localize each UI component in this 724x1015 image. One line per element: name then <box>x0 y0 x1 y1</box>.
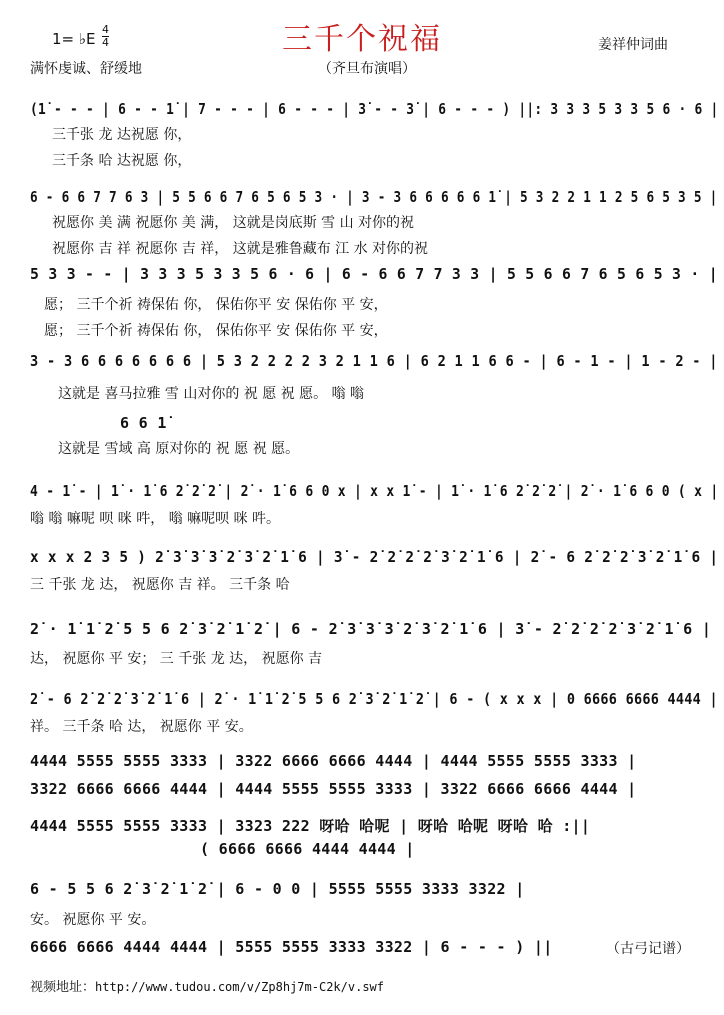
score-row-2-notes: 6 - 6 6 7 7 6 3 | 5 5 6 6 7 6 5 6 5 3 · | 3 - 3 6 6 6 6 6 1̇ | 5 3 2 2 1 1 2 5 6 5 3 5 | <box>30 188 718 206</box>
score-row-9-lyric-1: 祥。 三千条 哈 达， 祝愿你 平 安。 <box>30 719 253 735</box>
time-signature <box>102 24 109 49</box>
score-row-3-notes: 5 3 3 - - | 3 3 3 5 3 3 5 6 · 6 | 6 - 6 6 7 7 3 3 | 5 5 6 6 7 6 5 6 5 3 · | <box>30 265 718 283</box>
transcriber-credit: （古弓记谱） <box>606 941 690 957</box>
score-row-10-notes: 4444 5555 5555 3333 | 3322 6666 6666 4444 | 4444 5555 5555 3333 | <box>30 752 637 770</box>
score-row-3-lyric-1: 愿； 三千个祈 祷保佑 你， 保佑你平 安 保佑你 平 安， <box>44 297 388 313</box>
score-row-7-lyric-1: 三 千张 龙 达， 祝愿你 吉 祥。 三千条 哈 <box>30 577 290 593</box>
song-title: 三千个祝福 <box>282 22 442 57</box>
score-row-4-notes: 3 - 3 6 6 6 6 6 6 6 | 5 3 2 2 2 2 3 2 1 1 6 | 6 2 1 1 6 6 - | 6 - 1 - | 1 - 2 - | <box>30 352 718 370</box>
score-row-2-lyric-1: 祝愿你 美 满 祝愿你 美 满， 这就是岗底斯 雪 山 对你的祝 <box>52 215 415 231</box>
meter-bottom: 4 <box>102 36 109 49</box>
score-row-5-lyric-1: 这就是 雪域 高 原对你的 祝 愿 祝 愿。 <box>58 441 300 457</box>
video-link-label: 视频地址： <box>30 980 96 995</box>
score-row-1-lyric-1: 三千张 龙 达祝愿 你， <box>52 127 192 143</box>
key-signature: 1= ♭E <box>52 30 96 48</box>
score-row-2-lyric-2: 祝愿你 吉 祥 祝愿你 吉 祥， 这就是雅鲁藏布 江 水 对你的祝 <box>52 241 429 257</box>
score-row-1-notes: (1̇ - - - | 6 - - 1̇ | 7 - - - | 6 - - - | 3̇ - - 3̇ | 6 - - - ) ||: 3 3 3 5 3 3 5 6 · 6 | <box>30 100 719 118</box>
score-row-8-lyric-1: 达， 祝愿你 平 安； 三 千张 龙 达， 祝愿你 吉 <box>30 651 323 667</box>
score-row-1-lyric-2: 三千条 哈 达祝愿 你， <box>52 153 192 169</box>
composer-credit: 姜祥仲词曲 <box>598 37 668 53</box>
score-row-7-notes: x x x 2 3 5 ) 2̇ 3̇ 3̇ 3̇ 2̇ 3̇ 2̇ 1̇ 6 | 3̇ - 2̇ 2̇ 2̇ 2̇ 3̇ 2̇ 1̇ 6 | 2̇ - 6 2̇ 2̇ 2̇ 3̇ 2̇ 1̇ 6 | <box>30 548 719 566</box>
performer: （齐旦布演唱） <box>318 61 416 77</box>
score-row-6-notes: 4 - 1̇ - | 1̇ · 1̇ 6 2̇ 2̇ 2̇ | 2̇ · 1̇ 6 6 0 x | x x 1̇ - | 1̇ · 1̇ 6 2̇ 2̇ 2̇ | 2̇ · 1̇ 6 6 0 ( x | <box>30 482 719 500</box>
video-link[interactable] <box>30 976 384 995</box>
score-row-5-notes: 6 6 1̇ <box>120 414 167 432</box>
meter-top: 4 <box>102 23 109 36</box>
score-row-14-lyric-1: 安。 祝愿你 平 安。 <box>30 912 156 928</box>
tempo-marking: 满怀虔诚、舒缓地 <box>30 61 142 77</box>
score-row-3-lyric-2: 愿； 三千个祈 祷保佑 你， 保佑你平 安 保佑你 平 安， <box>44 323 388 339</box>
score-row-4-lyric-1: 这就是 喜马拉雅 雪 山对你的 祝 愿 祝 愿。 嗡 嗡 <box>58 386 365 402</box>
score-row-8-notes: 2̇ · 1̇ 1̇ 2̇ 5 5 6 2̇ 3̇ 2̇ 1̇ 2̇ | 6 - 2̇ 3̇ 3̇ 3̇ 2̇ 3̇ 2̇ 1̇ 6 | 3̇ - 2̇ 2̇ 2̇ 2̇ 3̇ 2̇ 1̇ 6 | <box>30 620 712 638</box>
video-url[interactable]: http://www.tudou.com/v/Zp8hj7m-C2k/v.swf <box>95 980 384 994</box>
score-row-15-notes: 6666 6666 4444 4444 | 5555 5555 3333 3322 | 6 - - - ) || <box>30 938 553 956</box>
score-row-13-notes: ( 6666 6666 4444 4444 | <box>200 840 415 858</box>
score-row-14-notes: 6 - 5 5 6 2̇ 3̇ 2̇ 1̇ 2̇ | 6 - 0 0 | 5555 5555 3333 3322 | <box>30 880 525 898</box>
score-row-11-notes: 3322 6666 6666 4444 | 4444 5555 5555 3333 | 3322 6666 6666 4444 | <box>30 780 637 798</box>
score-row-6-lyric-1: 嗡 嗡 嘛呢 呗 咪 吽， 嗡 嘛呢呗 咪 吽。 <box>30 511 281 527</box>
score-row-9-notes: 2̇ - 6 2̇ 2̇ 2̇ 3̇ 2̇ 1̇ 6 | 2̇ · 1̇ 1̇ 2̇ 5 5 6 2̇ 3̇ 2̇ 1̇ 2̇ | 6 - ( x x x | 0 6666 6666 4444 | <box>30 690 718 708</box>
score-row-12-notes: 4444 5555 5555 3333 | 3323 222 呀哈 哈呢 | 呀哈 哈呢 呀哈 哈 :|| <box>30 817 591 835</box>
